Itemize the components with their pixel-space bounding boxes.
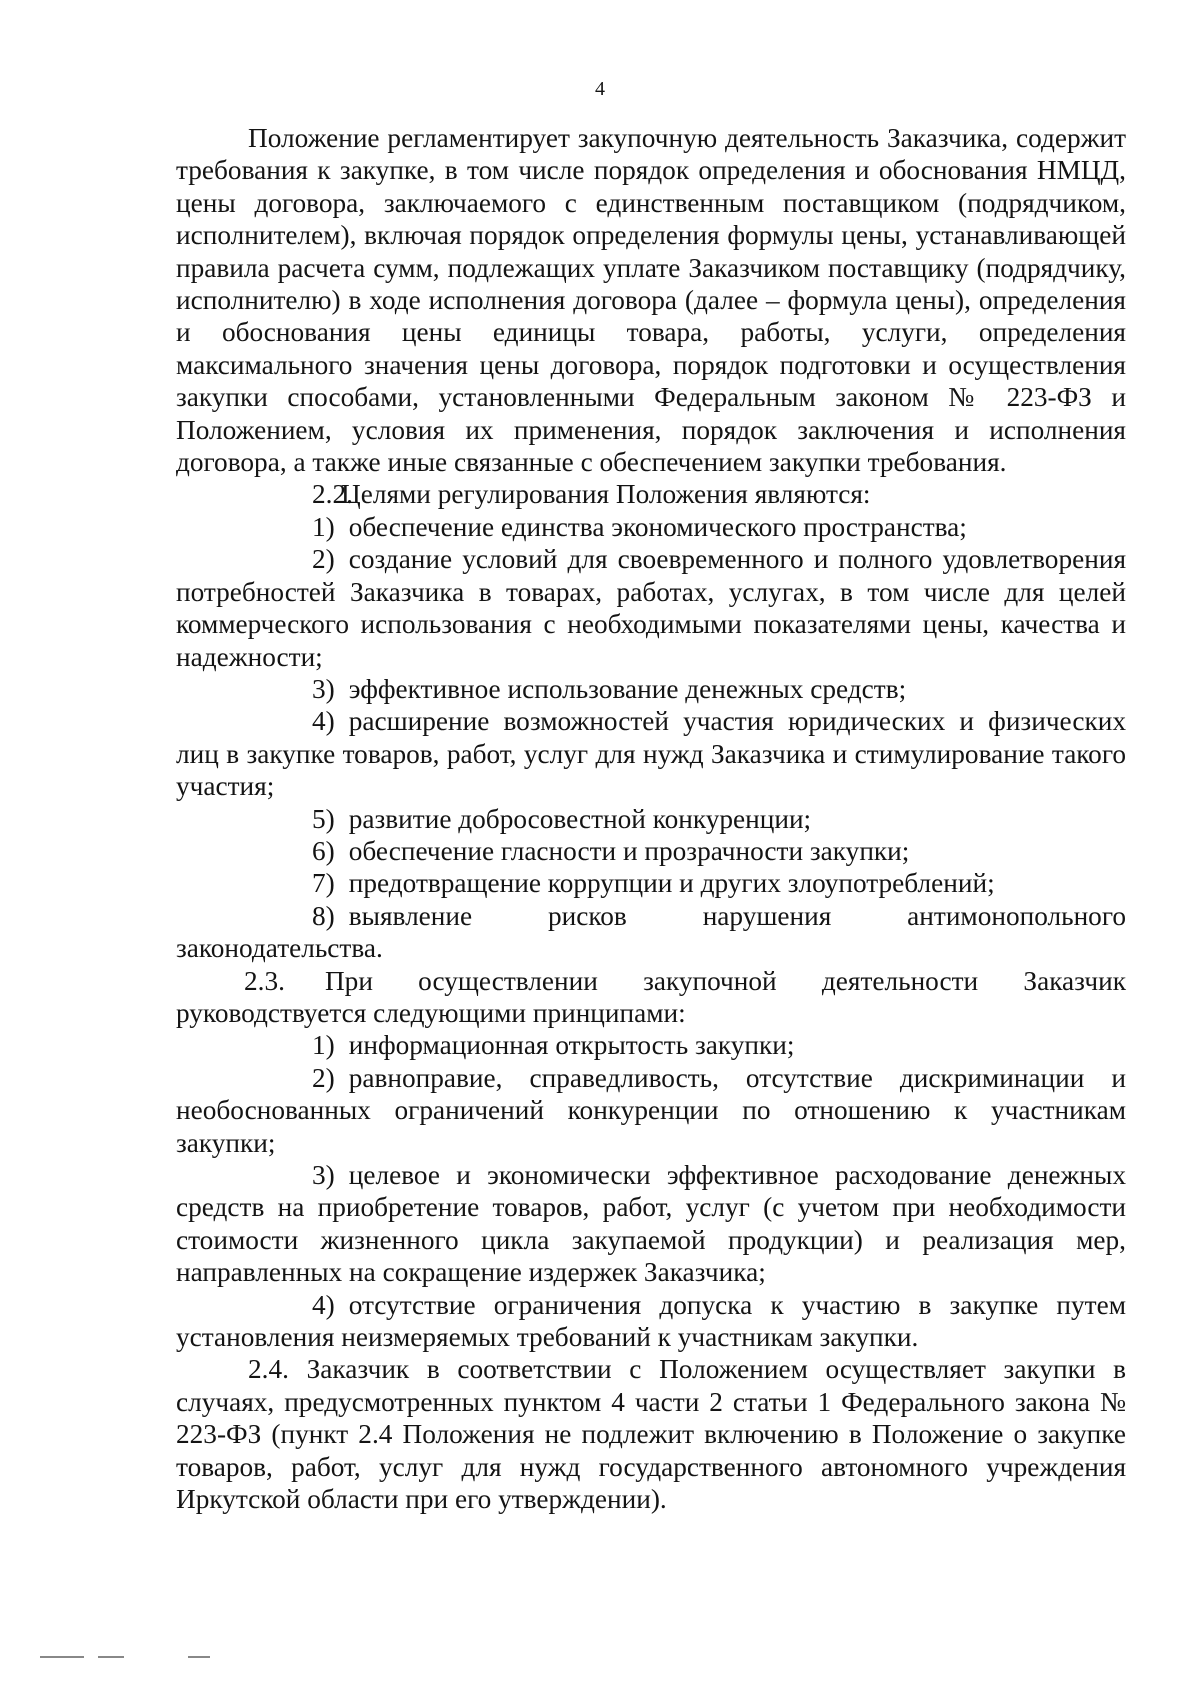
list-text: равноправие, справедливость, отсутствие дискриминации и необоснованных ограничений конкуренции по отношению к участникам закупки;	[176, 1062, 1126, 1158]
goal-item	[176, 705, 1126, 802]
list-text: обеспечение единства экономического пространства;	[348, 511, 967, 542]
intro-paragraph: Положение регламентирует закупочную деятельность Заказчика, содержит требования к закупке, в том числе порядок определения и обоснования НМЦД, цены договора, заключаемого с единственным поставщиком (подрядчиком, исполнителем), включая порядок определения формулы цены, устанавливающей правила расчета сумм, подлежащих уплате Заказчиком поставщику (подрядчику, исполнителю) в ходе исполнения договора (далее – формула цены), определения и обоснования цены единицы товара, работы, услуги, определения максимального значения цены договора, порядок подготовки и осуществления закупки способами, установленными Федеральным законом № 223-ФЗ и Положением, условия их применения, порядок заключения и исполнения договора, а также иные связанные с обеспечением закупки требования.	[176, 123, 1126, 478]
page-number: 4	[595, 78, 605, 100]
list-text: целевое и экономически эффективное расходование денежных средств на приобретение товаров, работ, услуг (с учетом при необходимости стоимости жизненного цикла закупаемой продукции) и реализация мер, направленных на сокращение издержек Заказчика;	[176, 1160, 1126, 1288]
principle-item	[176, 1289, 1126, 1354]
list-number: 3)	[312, 1160, 335, 1190]
list-text: отсутствие ограничения допуска к участию в закупке путем установления неизмеряемых требований к участникам закупки.	[176, 1289, 1126, 1353]
list-number: 8)	[312, 900, 335, 931]
scan-artifact	[40, 1656, 240, 1660]
goal-item	[176, 673, 1126, 705]
section-2-4: 2.4. Заказчик в соответствии с Положением осуществляет закупки в случаях, предусмотренных пунктом 4 части 2 статьи 1 Федерального закона № 223-ФЗ (пункт 2.4 Положения не подлежит включению в Положение о закупке товаров, работ, услуг для нужд государственного автономного учреждения Иркутской области при его утверждении).	[176, 1354, 1126, 1515]
list-number: 7)	[312, 868, 335, 899]
list-number: 2)	[312, 544, 335, 575]
section-2-2	[176, 478, 1126, 510]
section-2-3-number: 2.3.	[244, 965, 285, 996]
list-number: 5)	[312, 803, 335, 834]
list-number: 6)	[312, 835, 335, 866]
section-2-3-text: При осуществлении закупочной деятельности Заказчик руководствуется следующими принципами:	[176, 965, 1126, 1028]
goal-item	[176, 835, 1126, 867]
list-text: развитие добросовестной конкуренции;	[348, 803, 812, 834]
list-number: 3)	[312, 673, 335, 704]
principle-item	[176, 1062, 1126, 1159]
goal-item	[176, 867, 1126, 899]
list-text: создание условий для своевременного и полного удовлетворения потребностей Заказчика в товарах, работах, услугах, в том числе для целей коммерческого использования с необходимыми показателями цены, качества и надежности;	[176, 544, 1126, 672]
list-text: информационная открытость закупки;	[348, 1030, 795, 1061]
section-2-3	[176, 965, 1126, 1030]
list-text: эффективное использование денежных средств;	[348, 673, 907, 704]
principle-item	[176, 1159, 1126, 1289]
section-2-2-text: Целями регулирования Положения являются:	[341, 479, 871, 510]
goal-item	[176, 543, 1126, 673]
list-text: предотвращение коррупции и других злоупотреблений;	[348, 868, 995, 899]
goal-item	[176, 803, 1126, 835]
list-number: 4)	[312, 706, 335, 737]
goal-item	[176, 511, 1126, 543]
list-number: 4)	[312, 1289, 335, 1320]
list-text: обеспечение гласности и прозрачности закупки;	[348, 835, 910, 866]
document-body	[176, 122, 1126, 1515]
section-2-2-number: 2.2.	[312, 479, 353, 510]
goal-item	[176, 900, 1126, 965]
list-number: 1)	[312, 1030, 335, 1061]
list-text: расширение возможностей участия юридических и физических лиц в закупке товаров, работ, услуг для нужд Заказчика и стимулирование такого участия;	[176, 706, 1126, 802]
principle-item	[176, 1029, 1126, 1061]
list-number: 1)	[312, 511, 335, 542]
list-number: 2)	[312, 1062, 335, 1093]
list-text: выявление рисков нарушения антимонопольного законодательства.	[176, 900, 1126, 964]
